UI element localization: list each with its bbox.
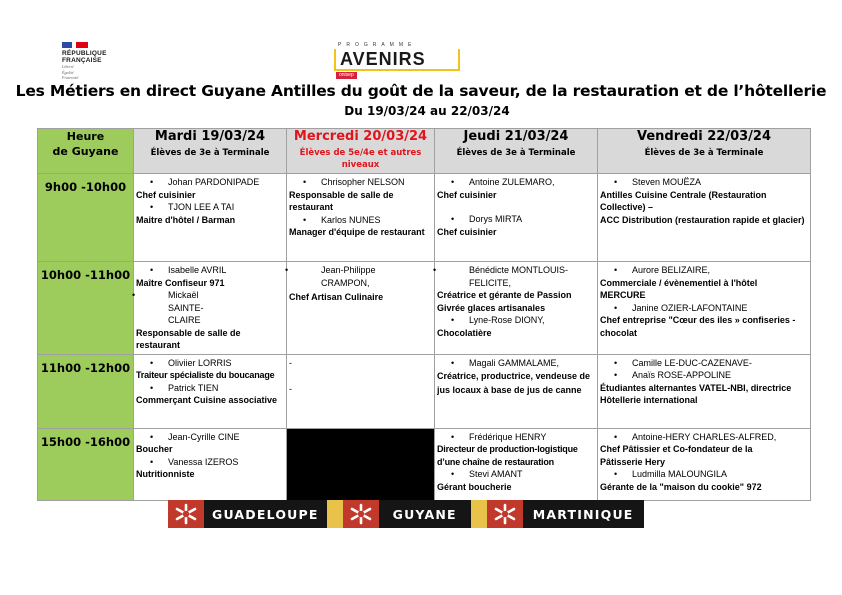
speaker-name: • Mickaël SAINTE-CLAIRE: [136, 289, 284, 327]
day-header-mercredi: [287, 129, 435, 174]
speaker-role: Créatrice, productrice, vendeuse de jus locaux à base de jus de canne: [437, 371, 591, 395]
sun-emblem-icon: [343, 500, 379, 528]
speaker-role: Chef entreprise "Cœur des iles » confiseries - chocolat: [600, 315, 796, 338]
speaker-role: Gérant boucherie: [437, 481, 512, 492]
rf-name-line1: RÉPUBLIQUE: [62, 50, 107, 57]
speaker-role: Gérante de la "maison du cookie" 972: [600, 481, 762, 492]
speaker-role: Antilles Cuisine Centrale (Restauration Collective) –: [600, 189, 767, 212]
region-guyane: [343, 500, 471, 528]
speaker-name: • Janine OZIER-LAFONTAINE: [600, 302, 808, 315]
session-cell: [134, 428, 287, 500]
speaker-name: • Camille LE-DUC-CAZENAVE-: [600, 357, 808, 370]
session-cell: [598, 428, 811, 500]
speaker-role: Traiteur spécialiste du boucanage: [136, 370, 275, 380]
speaker-role: Chef cuisinier: [437, 189, 497, 200]
speaker-role: Directeur de production-logistique d’une chaîne de restauration: [437, 444, 578, 467]
time-slot-row: [38, 354, 811, 428]
speaker-role: Chef cuisinier: [136, 189, 196, 200]
banner-separator: [471, 500, 487, 528]
region-label: MARTINIQUE: [523, 500, 644, 528]
session-cell: [134, 262, 287, 355]
session-cell-empty: [287, 354, 435, 428]
avenirs-programme-label: PROGRAMME: [338, 42, 417, 48]
session-cell: [435, 174, 598, 262]
day-header-jeudi: [435, 129, 598, 174]
speaker-role: Chef cuisinier: [437, 226, 497, 237]
speaker-role: Responsable de salle de restaurant: [289, 189, 394, 212]
speaker-name: • Anaïs ROSE-APPOLINE: [600, 369, 808, 382]
spacer: [437, 201, 595, 213]
speaker-name: • Isabelle AVRIL: [136, 264, 284, 277]
rf-name-line2: FRANÇAISE: [62, 57, 102, 64]
hour-column-header: [38, 129, 134, 174]
speaker-role: Étudiantes alternantes VATEL-NBI, directrice Hôtellerie international: [600, 382, 792, 405]
speaker-name: • Stevi AMANT: [437, 468, 595, 481]
speaker-role: Maître Confiseur 971: [136, 277, 225, 288]
day-name: Mercredi 20/03/24: [293, 129, 428, 144]
speaker-name: • Antoine-HERY CHARLES-ALFRED,: [600, 431, 808, 444]
speaker-role: Nutritionniste: [136, 469, 195, 479]
region-label: GUADELOUPE: [204, 500, 327, 528]
speaker-name: • Bénédicte MONTLOUIS-FELICITE,: [437, 264, 595, 289]
speaker-role: Chef Artisan Culinaire: [289, 292, 384, 302]
empty-dash: -: [289, 384, 292, 394]
speaker-name: • Dorys MIRTA: [437, 213, 595, 226]
speaker-name: • Steven MOUËZA: [600, 176, 808, 189]
marianne-flag-icon: [62, 42, 132, 48]
header-row: [38, 129, 811, 174]
speaker-role: Commerciale / évènementiel à l'hôtel MERCURE: [600, 277, 758, 300]
speaker-role: Maitre d'hôtel / Barman: [136, 214, 236, 225]
speaker-name: • Oliviier LORRIS: [136, 357, 284, 370]
session-cell: [287, 262, 435, 355]
day-level: Élèves de 3e à Terminale: [456, 148, 576, 158]
day-level: Élèves de 3e à Terminale: [150, 148, 270, 158]
session-cell: [435, 428, 598, 500]
session-cell: [435, 354, 598, 428]
day-level: Élèves de 3e à Terminale: [644, 148, 764, 158]
region-martinique: [487, 500, 644, 528]
speaker-name: • Antoine ZULEMARO,: [437, 176, 595, 189]
time-slot-row: [38, 428, 811, 500]
speaker-name: • Jean-Philippe CRAMPON,: [289, 264, 432, 289]
day-name: Mardi 19/03/24: [154, 129, 266, 144]
day-header-mardi: [134, 129, 287, 174]
sun-emblem-icon: [168, 500, 204, 528]
day-level: Élèves de 5e/4e et autres niveaux: [299, 148, 422, 170]
session-cell: [598, 262, 811, 355]
time-slot: 9h00 -10h00: [38, 174, 134, 262]
time-slot: 15h00 -16h00: [38, 428, 134, 500]
rf-motto-1: Liberté: [62, 64, 74, 69]
speaker-name: • Chrisopher NELSON: [289, 176, 432, 189]
empty-dash: -: [289, 357, 292, 368]
day-header-vendredi: [598, 129, 811, 174]
region-guadeloupe: [168, 500, 327, 528]
speaker-name: • Patrick TIEN: [136, 382, 284, 395]
onisep-badge: onisep: [336, 72, 357, 79]
banner-separator: [327, 500, 343, 528]
sun-emblem-icon: [487, 500, 523, 528]
republique-francaise-logo: [62, 42, 132, 84]
speaker-name: • Jean-Cyrille CINE: [136, 431, 284, 444]
speaker-name: • Ludmilla MALOUNGILA: [600, 468, 808, 481]
document-title: Les Métiers en direct Guyane Antilles du goût de la saveur, de la restauration et de l’hôtellerie: [15, 82, 827, 100]
speaker-role: Manager d'équipe de restaurant: [289, 227, 425, 237]
region-label: GUYANE: [379, 500, 471, 528]
hour-header-line2: de Guyane: [52, 145, 119, 158]
speaker-role-secondary: ACC Distribution (restauration rapide et glacier): [600, 214, 805, 225]
session-cell: [598, 354, 811, 428]
speaker-name: • TJON LEE A TAI: [136, 201, 284, 214]
time-slot-row: [38, 262, 811, 355]
speaker-role: Chocolatière: [437, 327, 492, 338]
speaker-role: Créatrice et gérante de Passion Givrée glaces artisanales: [437, 290, 572, 313]
rf-motto-3: Fraternité: [62, 75, 79, 80]
redacted-cell: [287, 428, 435, 500]
day-name: Jeudi 21/03/24: [463, 129, 569, 144]
day-name: Vendredi 22/03/24: [636, 129, 771, 144]
document-dates: Du 19/03/24 au 22/03/24: [344, 104, 510, 118]
session-cell: [287, 174, 435, 262]
session-cell: [435, 262, 598, 355]
programme-avenirs-logo: [334, 42, 462, 78]
schedule-table: [37, 128, 811, 501]
avenirs-word: AVENIRS: [340, 49, 426, 69]
speaker-name: • Aurore BELIZAIRE,: [600, 264, 808, 277]
speaker-role: Responsable de salle de restaurant: [136, 327, 241, 350]
speaker-name: • Frédérique HENRY: [437, 431, 595, 444]
speaker-name: • Vanessa IZEROS: [136, 456, 284, 469]
speaker-role: Boucher: [136, 444, 173, 454]
hour-header-line1: Heure: [66, 130, 105, 143]
speaker-name: • Karlos NUNES: [289, 214, 432, 227]
regions-banner: [168, 500, 677, 528]
speaker-role: Chef Pâtissier et Co-fondateur de la Pâtisserie Hery: [600, 444, 753, 467]
time-slot: 10h00 -11h00: [38, 262, 134, 355]
avenirs-word-frame: [334, 49, 460, 71]
speaker-name: • Magali GAMMALAME,: [437, 357, 595, 370]
session-cell: [134, 354, 287, 428]
rf-motto-2: Égalité: [62, 69, 74, 75]
speaker-name: • Lyne-Rose DIONY,: [437, 314, 595, 327]
speaker-role: Commerçant Cuisine associative: [136, 395, 278, 405]
time-slot-row: [38, 174, 811, 262]
session-cell: [598, 174, 811, 262]
speaker-name: • Johan PARDONIPADE: [136, 176, 284, 189]
session-cell: [134, 174, 287, 262]
time-slot: 11h00 -12h00: [38, 354, 134, 428]
